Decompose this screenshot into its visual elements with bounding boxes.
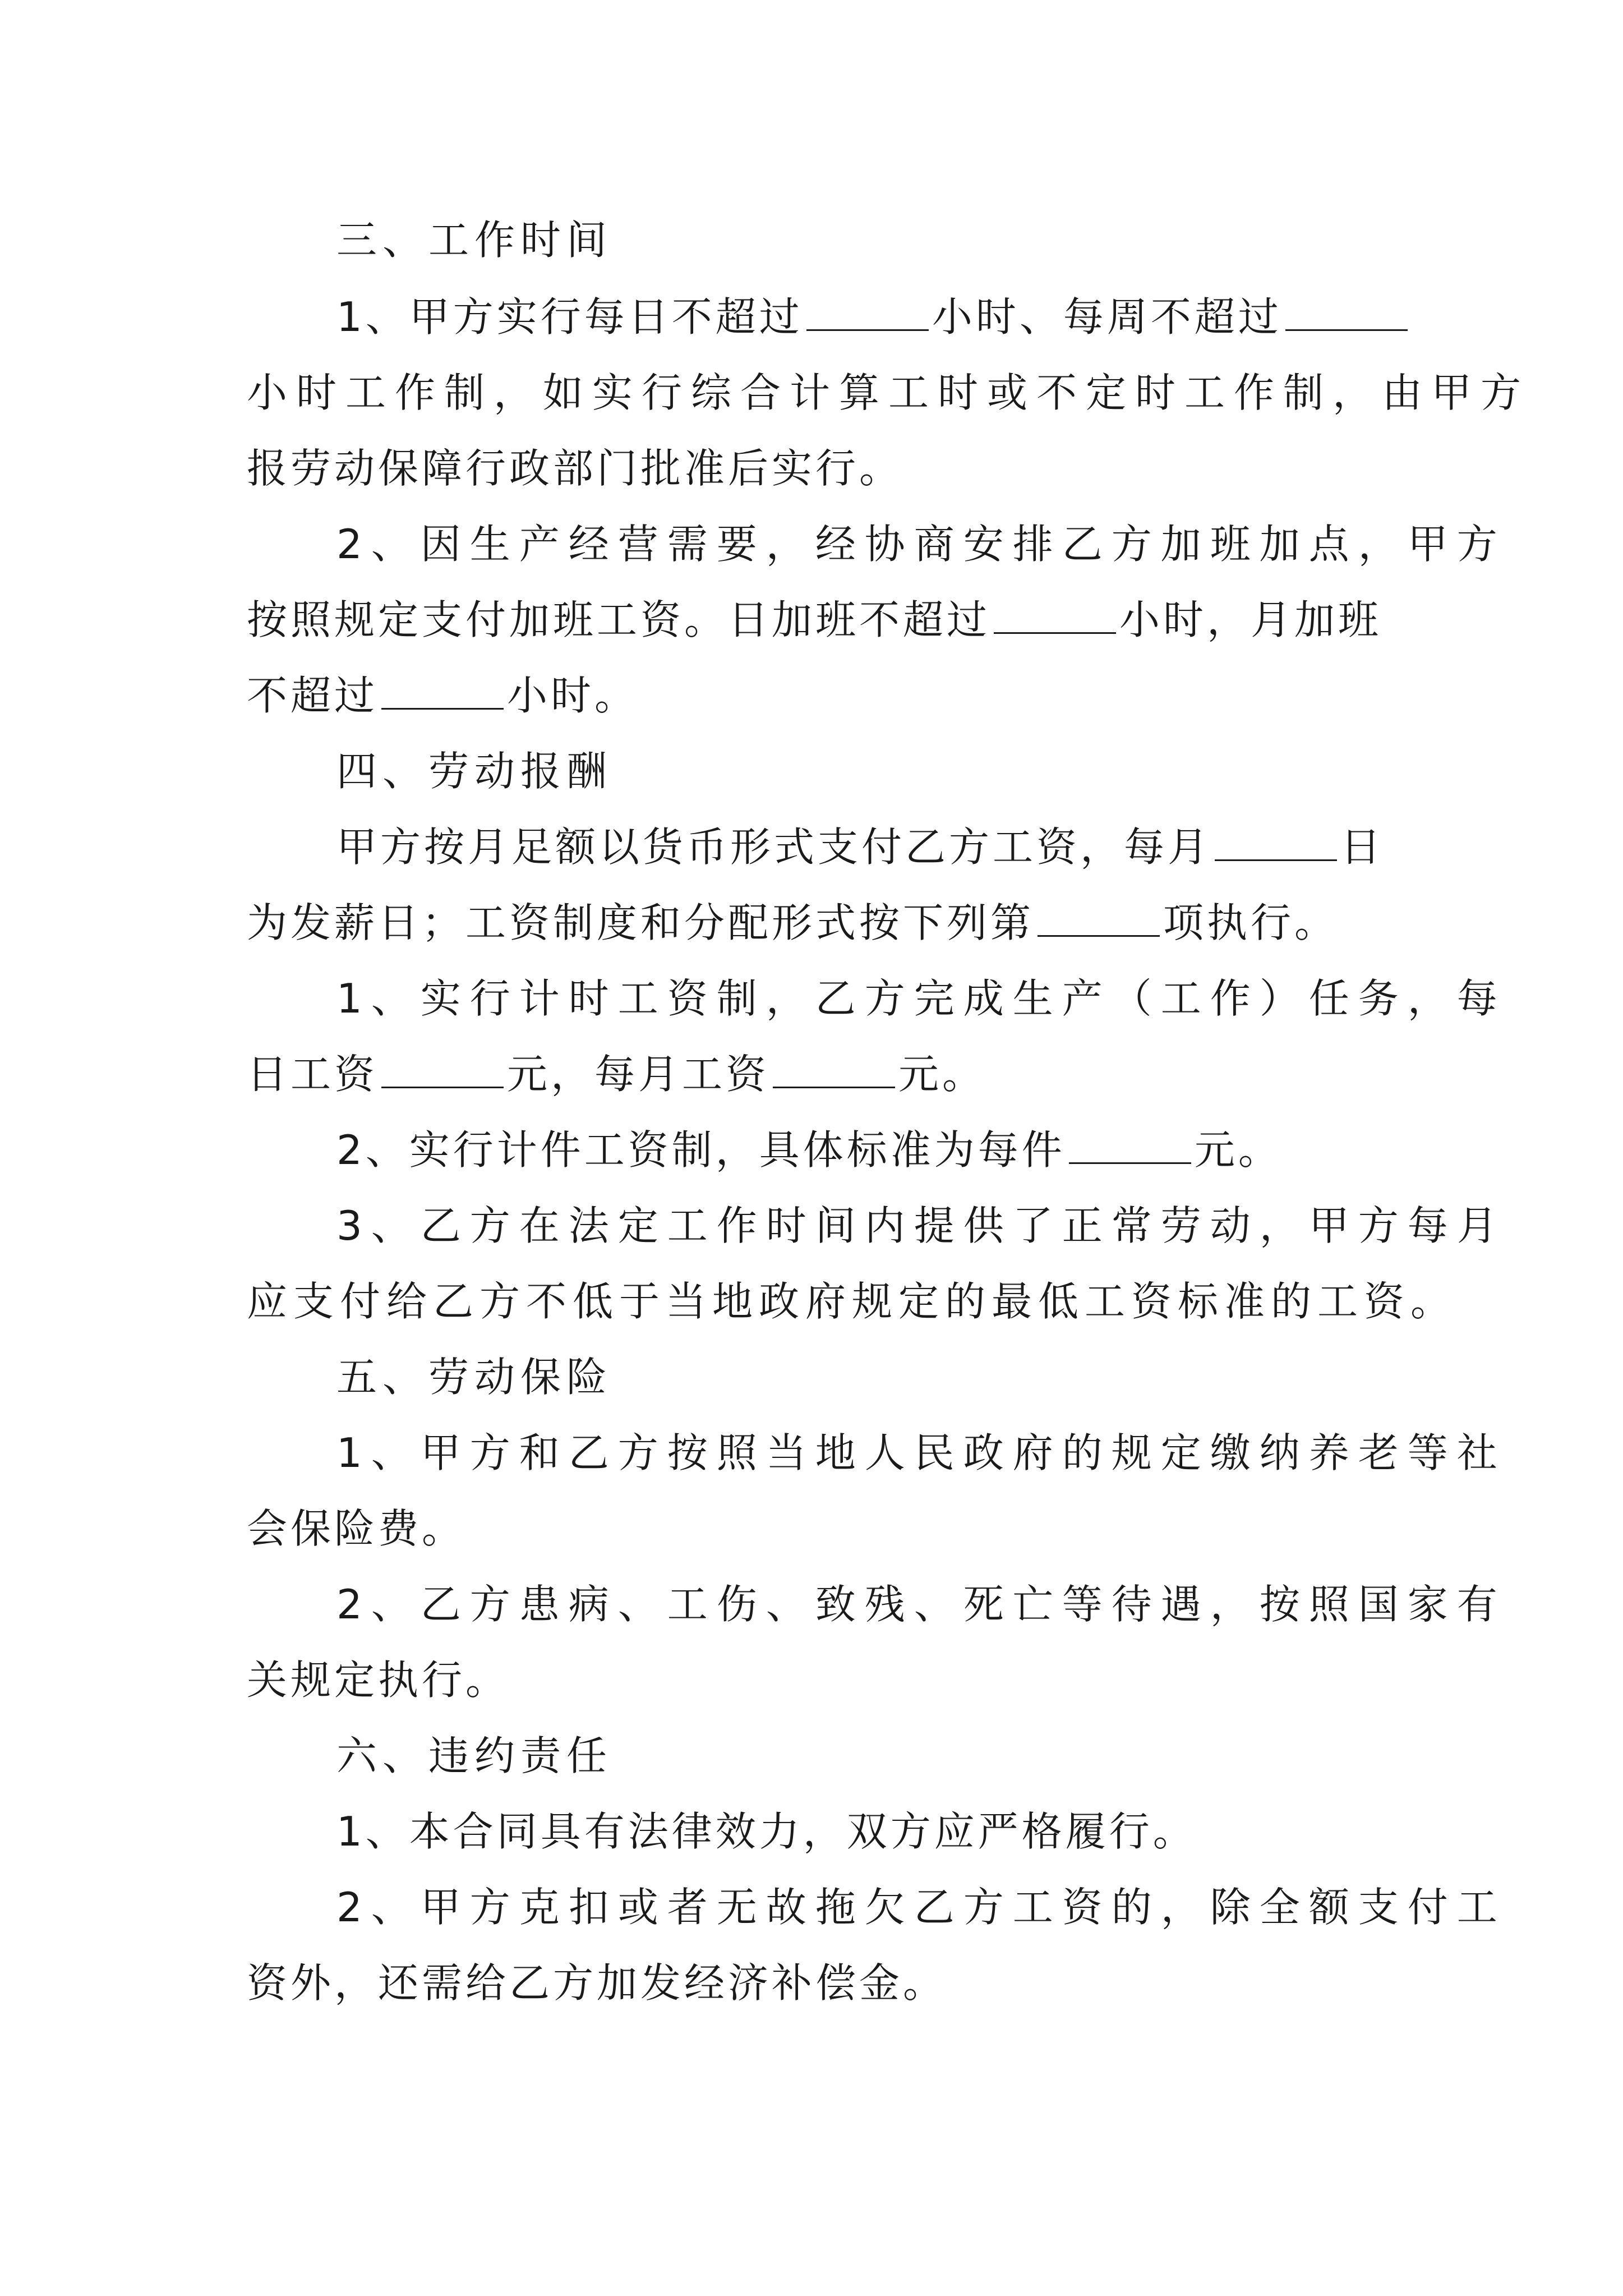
payday-blank [1215,826,1337,861]
monthly-wage-blank [773,1053,895,1088]
remuneration-clause-3-line-2: 应支付给乙方不低于当地政府规定的最低工资标准的工资。 [247,1278,1458,1325]
section-heading-work-hours: 三、工作时间 [336,217,613,264]
section-heading-remuneration: 四、劳动报酬 [336,748,613,795]
daily-wage-blank [381,1053,504,1088]
daily-overtime-blank [994,599,1116,634]
work-hours-clause-1-line-2: 小时工作制，如实行综合计算工时或不定时工作制，由甲方 [247,369,1530,416]
work-hours-clause-1-line-3: 报劳动保障行政部门批准后实行。 [247,445,903,492]
remuneration-intro-line-1: 甲方按月足额以货币形式支付乙方工资，每月 日 [336,823,1385,871]
monthly-overtime-blank [381,674,504,710]
pay-scheme-item-blank [1038,901,1160,937]
work-hours-clause-2-line-2: 按照规定支付加班工资。日加班不超过 小时，月加班 [247,596,1382,643]
insurance-clause-1-line-1: 1、甲方和乙方按照当地人民政府的规定缴纳养老等社 [336,1429,1506,1476]
remuneration-clause-3-line-1: 3、乙方在法定工作时间内提供了正常劳动，甲方每月 [336,1202,1506,1249]
remuneration-clause-1-line-1: 1、实行计时工资制，乙方完成生产（工作）任务，每 [336,975,1506,1022]
section-heading-insurance: 五、劳动保险 [336,1354,613,1401]
piece-rate-blank [1069,1129,1191,1164]
work-hours-clause-2-line-1: 2、因生产经营需要，经协商安排乙方加班加点，甲方 [336,521,1506,568]
insurance-clause-2-line-1: 2、乙方患病、工伤、致残、死亡等待遇，按照国家有 [336,1581,1506,1628]
remuneration-intro-line-2: 为发薪日；工资制度和分配形式按下列第 项执行。 [247,899,1339,946]
daily-hours-blank [806,296,929,331]
work-hours-clause-2-line-3: 不超过 小时。 [247,672,639,719]
remuneration-clause-2: 2、实行计件工资制，具体标准为每件 元。 [336,1126,1282,1174]
insurance-clause-2-line-2: 关规定执行。 [247,1657,510,1704]
section-heading-liability: 六、违约责任 [336,1732,613,1779]
remuneration-clause-1-line-2: 日工资 元，每月工资 元。 [247,1051,986,1098]
liability-clause-2-line-1: 2、甲方克扣或者无故拖欠乙方工资的，除全额支付工 [336,1884,1506,1931]
weekly-hours-blank [1285,296,1408,331]
insurance-clause-1-line-2: 会保险费。 [247,1505,466,1552]
work-hours-clause-1-line-1: 1、甲方实行每日不超过 小时、每周不超过 [336,292,1411,342]
liability-clause-1: 1、本合同具有法律效力，双方应严格履行。 [336,1808,1197,1855]
liability-clause-2-line-2: 资外，还需给乙方加发经济补偿金。 [247,1959,947,2007]
